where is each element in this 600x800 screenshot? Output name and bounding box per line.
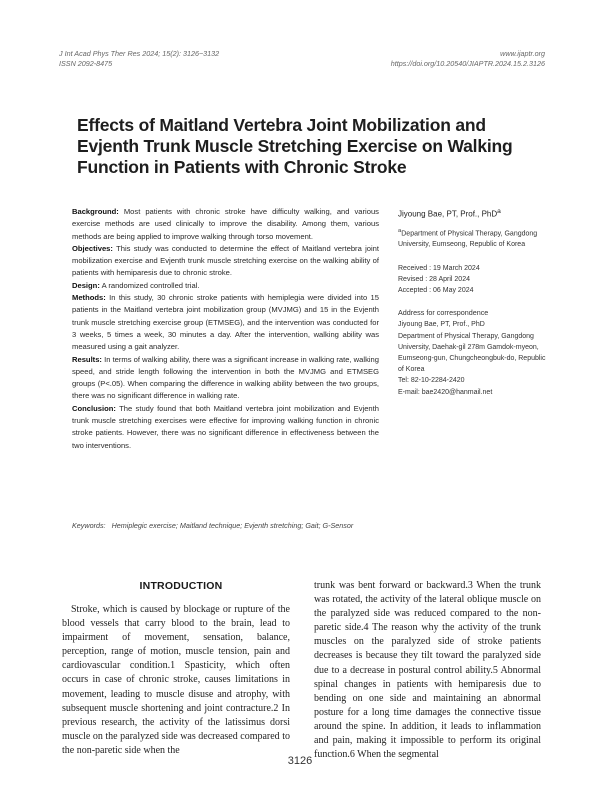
correspondence-email[interactable]: E-mail: bae2420@hanmail.net <box>398 388 493 396</box>
journal-links <box>391 49 545 69</box>
results-text: In terms of walking ability, there was a significant increase in walking rate, walking speed, and stride length following the intervention in both the MVJMG and ETMSEG groups (P<.05). When comparing the difference in walking ability between the two groups, there was no significant difference in walking rate. <box>72 354 379 401</box>
keywords-value: Hemiplegic exercise; Maitland technique; Evjenth stretching; Gait; G-Sensor <box>111 521 354 530</box>
intro-right-column: trunk was bent forward or backward.3 When the trunk was rotated, the activity of the lateral oblique muscle on the paralyzed side was reduced compared to the non-paretic side.4 The reason why the activity of the trunk muscles on the paralyzed side of stroke patients decreases is because they tilt toward the paralyzed side due to a decrease in postural control ability.5 Abnormal spinal changes in patients with hemiparesis due to bending on one side and maintaining an abnormal posture for a long time damages the connective tissue around the spine. In addition, it leads to inflammation and pain, making it impossible to perform its original function.6 When the segmental <box>314 580 541 761</box>
author-sidebar <box>398 206 553 398</box>
abstract-background <box>72 206 379 243</box>
methods-label: Methods: <box>72 293 106 303</box>
correspondence <box>398 307 553 398</box>
methods-text: In this study, 30 chronic stroke patients with hemiplegia were divided into 15 patients in the Maitland vertebra joint mobilization group (MVJMG) and 15 in the Evjenth trunk muscle stretching exercise group (ETMSEG), and the intervention was conducted for 3 weeks, 5 times a week, 30 minutes a day. After the intervention, walking ability was measured using a gait analyzer. <box>72 293 379 352</box>
abstract-results <box>72 354 379 403</box>
keywords-label: Keywords: <box>72 521 106 530</box>
paper-title: Effects of Maitland Vertebra Joint Mobilization and Evjenth Trunk Muscle Stretching Exercise on Walking Function in Patients with Chronic Stroke <box>77 115 513 177</box>
background-label: Background: <box>72 207 119 216</box>
journal-line: J Int Acad Phys Ther Res 2024; 15(2): 3126~3132 <box>59 49 220 58</box>
background-text: Most patients with chronic stroke have difficulty walking, and various exercise methods are used clinically to improve the disability. Among them, various methods are being applied to improve walking through torso movement. <box>72 207 379 241</box>
objectives-label: Objectives: <box>72 243 113 253</box>
keywords <box>72 521 353 530</box>
page-number: 3126 <box>287 755 313 767</box>
abstract-design <box>72 280 379 292</box>
abstract-methods <box>72 292 379 353</box>
issn-line: ISSN 2092-8475 <box>59 59 113 68</box>
design-label: Design: <box>72 280 100 290</box>
doi-link[interactable]: https://doi.org/10.20540/JIAPTR.2024.15.2.3126 <box>390 59 545 68</box>
abstract-conclusion <box>72 403 379 452</box>
results-label: Results: <box>72 354 102 364</box>
objectives-text: This study was conducted to determine the effect of Maitland vertebra joint mobilization exercise and Evjenth trunk muscle stretching exercise on the walking ability of patients with hemiparesis due to chronic stroke. <box>72 243 379 278</box>
received-date: Received : 19 March 2024 <box>398 264 480 272</box>
affiliation-superscript: a <box>398 227 402 234</box>
correspondence-tel: Tel: 82-10-2284-2420 <box>398 377 465 385</box>
intro-left-column: Stroke, which is caused by blockage or rupture of the blood vessels that carry blood to the brain, lead to impairment of movement, sensation, balance, perception, range of motion, muscle tension, pain and cardiovascular condition.1 Spasticity, which often occurs in case of chronic stroke, causes limitations in movement, leading to muscle disuse and atrophy, with subsequent muscle shortening and joint contracture.2 In previous research, the activity of the latissimus dorsi muscle on the paralyzed side was decreased compared to the non-paretic side when the <box>62 604 290 756</box>
accepted-date: Accepted : 06 May 2024 <box>398 287 474 294</box>
correspondence-address: Department of Physical Therapy, Gangdong University, Daehak-gil 278m Gamdok-myeon, Eumseong-gun, Chungcheongbuk-do, Republic of Korea <box>398 332 546 374</box>
conclusion-text: The study found that both Maitland vertebra joint mobilization and Evjenth trunk muscle stretching exercises were effective for improving walking function in chronic stroke patients. However, there was no significant difference in effectiveness between the two interventions. <box>72 403 379 450</box>
abstract <box>72 206 379 452</box>
author-name: Jiyoung Bae, PT, Prof., PhD$^a$ <box>398 208 501 219</box>
introduction-heading: INTRODUCTION <box>139 580 223 592</box>
abstract-objectives <box>72 243 379 280</box>
design-text: A randomized controlled trial. <box>101 280 200 290</box>
site-link[interactable]: www.ijaptr.org <box>500 49 545 58</box>
correspondence-name: Jiyoung Bae, PT, Prof., PhD <box>398 321 485 329</box>
revised-date: Revised : 28 April 2024 <box>398 275 470 283</box>
journal-citation <box>59 49 219 69</box>
correspondence-title: Address for correspondence <box>398 308 489 318</box>
article-dates <box>398 263 553 297</box>
author-superscript: a <box>497 208 501 215</box>
affiliation: $^a$Department of Physical Therapy, Gangdong University, Eumseong, Republic of Korea <box>398 227 538 249</box>
conclusion-label: Conclusion: <box>72 403 116 413</box>
